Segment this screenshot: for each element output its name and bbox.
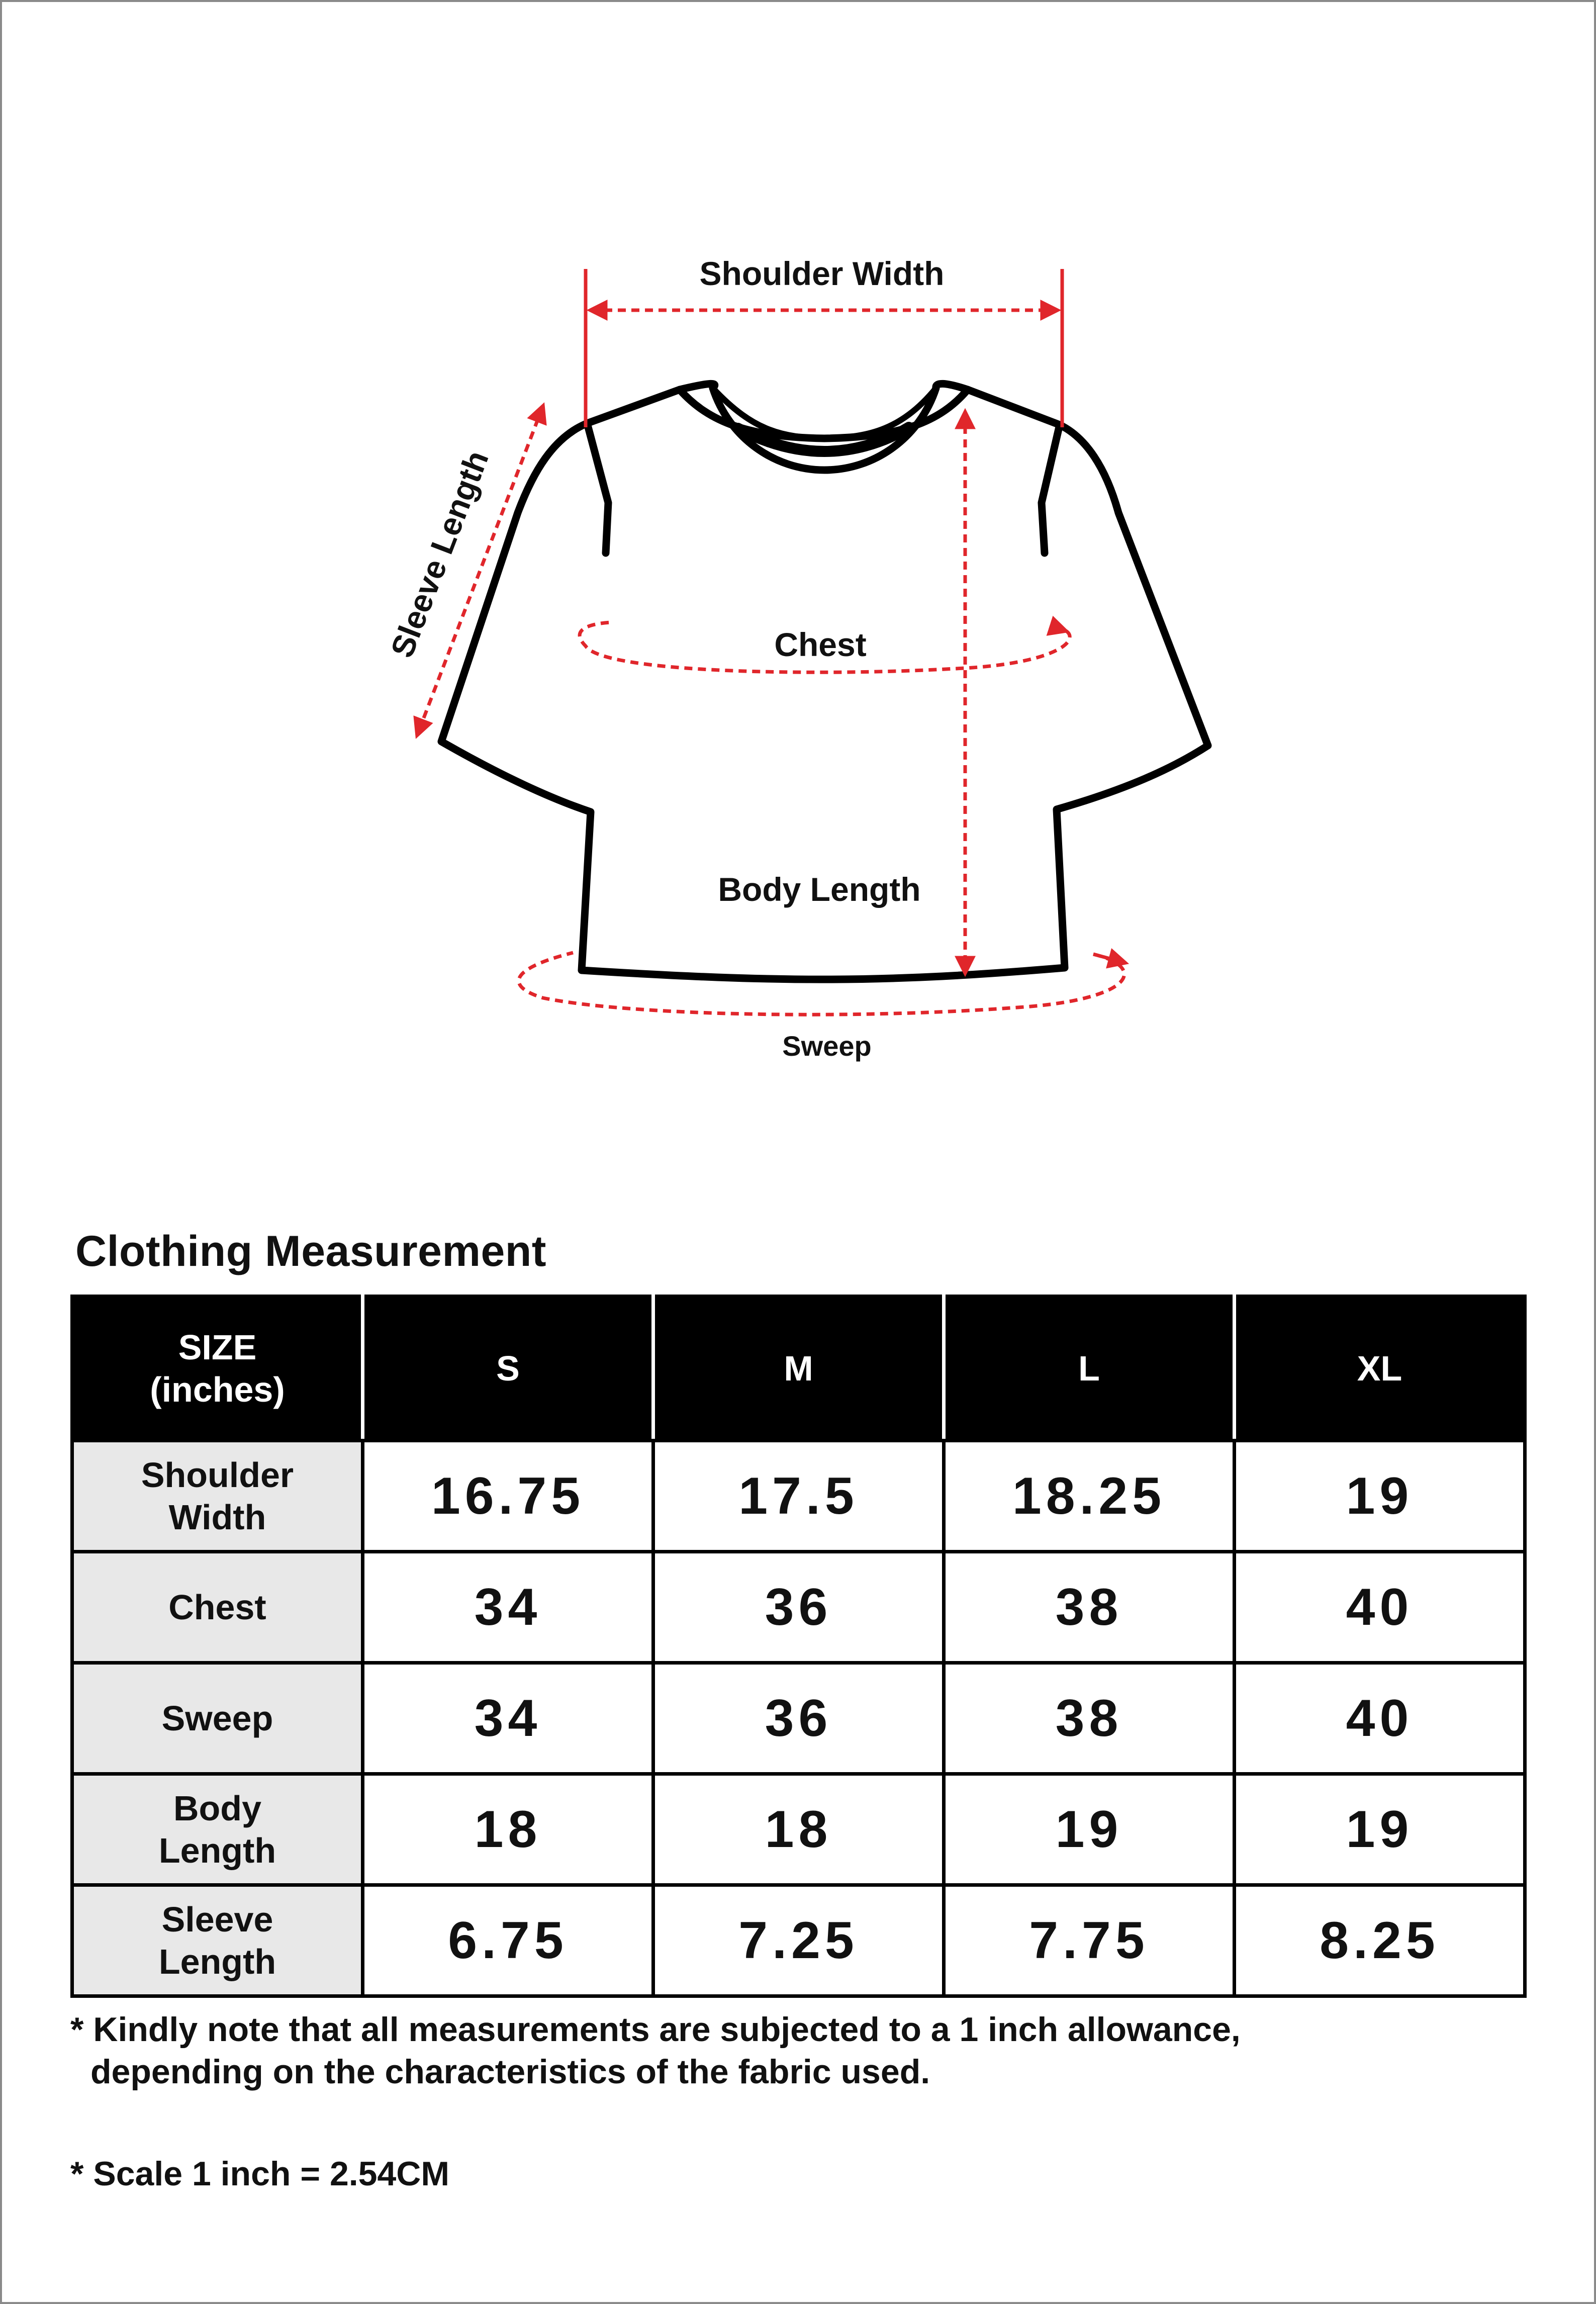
corner-header-line: SIZE xyxy=(178,1328,257,1367)
table-cell: 19 xyxy=(1235,1774,1525,1885)
allowance-note-line1: * Kindly note that all measurements are subjected to a 1 inch allowance, xyxy=(70,2010,1241,2049)
table-header-row xyxy=(72,1297,1525,1441)
table-cell: 16.75 xyxy=(363,1441,653,1552)
chest-label: Chest xyxy=(774,626,867,663)
size-header: S xyxy=(363,1297,653,1441)
section-title: Clothing Measurement xyxy=(75,1227,546,1275)
table-cell: 7.25 xyxy=(653,1885,944,1996)
row-label xyxy=(72,1885,363,1996)
row-label-line: Shoulder xyxy=(141,1455,294,1495)
allowance-note-line2: depending on the characteristics of the fabric used. xyxy=(90,2053,930,2091)
table-row xyxy=(72,1552,1525,1663)
corner-header-line: (inches) xyxy=(150,1370,285,1409)
table-row xyxy=(72,1441,1525,1552)
table-cell: 17.5 xyxy=(653,1441,944,1552)
table-cell: 8.25 xyxy=(1235,1885,1525,1996)
table-cell: 40 xyxy=(1235,1552,1525,1663)
row-label-line: Chest xyxy=(168,1588,266,1627)
scale-note: * Scale 1 inch = 2.54CM xyxy=(70,2155,450,2193)
row-label-line: Length xyxy=(158,1831,276,1870)
table-cell: 34 xyxy=(363,1663,653,1774)
row-label xyxy=(72,1552,363,1663)
row-label-line: Width xyxy=(168,1498,266,1537)
table-cell: 34 xyxy=(363,1552,653,1663)
row-label xyxy=(72,1774,363,1885)
row-label xyxy=(72,1441,363,1552)
table-cell: 38 xyxy=(944,1552,1235,1663)
size-header: M xyxy=(653,1297,944,1441)
corner-header xyxy=(72,1297,363,1441)
sweep-label: Sweep xyxy=(782,1030,872,1062)
table-cell: 19 xyxy=(944,1774,1235,1885)
table-cell: 38 xyxy=(944,1663,1235,1774)
row-label-line: Body xyxy=(173,1789,261,1828)
row-label-line: Length xyxy=(158,1942,276,1981)
row-label-line: Sweep xyxy=(161,1699,273,1738)
sleeve-length-label: Sleeve Length xyxy=(384,445,496,663)
table-cell: 7.75 xyxy=(944,1885,1235,1996)
size-header: XL xyxy=(1235,1297,1525,1441)
table-cell: 18 xyxy=(363,1774,653,1885)
table-row xyxy=(72,1774,1525,1885)
table-cell: 36 xyxy=(653,1663,944,1774)
table-cell: 40 xyxy=(1235,1663,1525,1774)
row-label-line: Sleeve xyxy=(161,1900,273,1939)
table-cell: 36 xyxy=(653,1552,944,1663)
table-cell: 18 xyxy=(653,1774,944,1885)
sweep-arrow xyxy=(1093,954,1125,963)
table-cell: 18.25 xyxy=(944,1441,1235,1552)
allowance-note xyxy=(70,2008,1528,2093)
shoulder-width-label: Shoulder Width xyxy=(699,255,945,292)
size-chart-table xyxy=(70,1295,1527,1998)
table-row xyxy=(72,1885,1525,1996)
size-header: L xyxy=(944,1297,1235,1441)
row-label xyxy=(72,1663,363,1774)
table-cell: 19 xyxy=(1235,1441,1525,1552)
table-row xyxy=(72,1663,1525,1774)
body-length-label: Body Length xyxy=(718,871,921,908)
table-cell: 6.75 xyxy=(363,1885,653,1996)
